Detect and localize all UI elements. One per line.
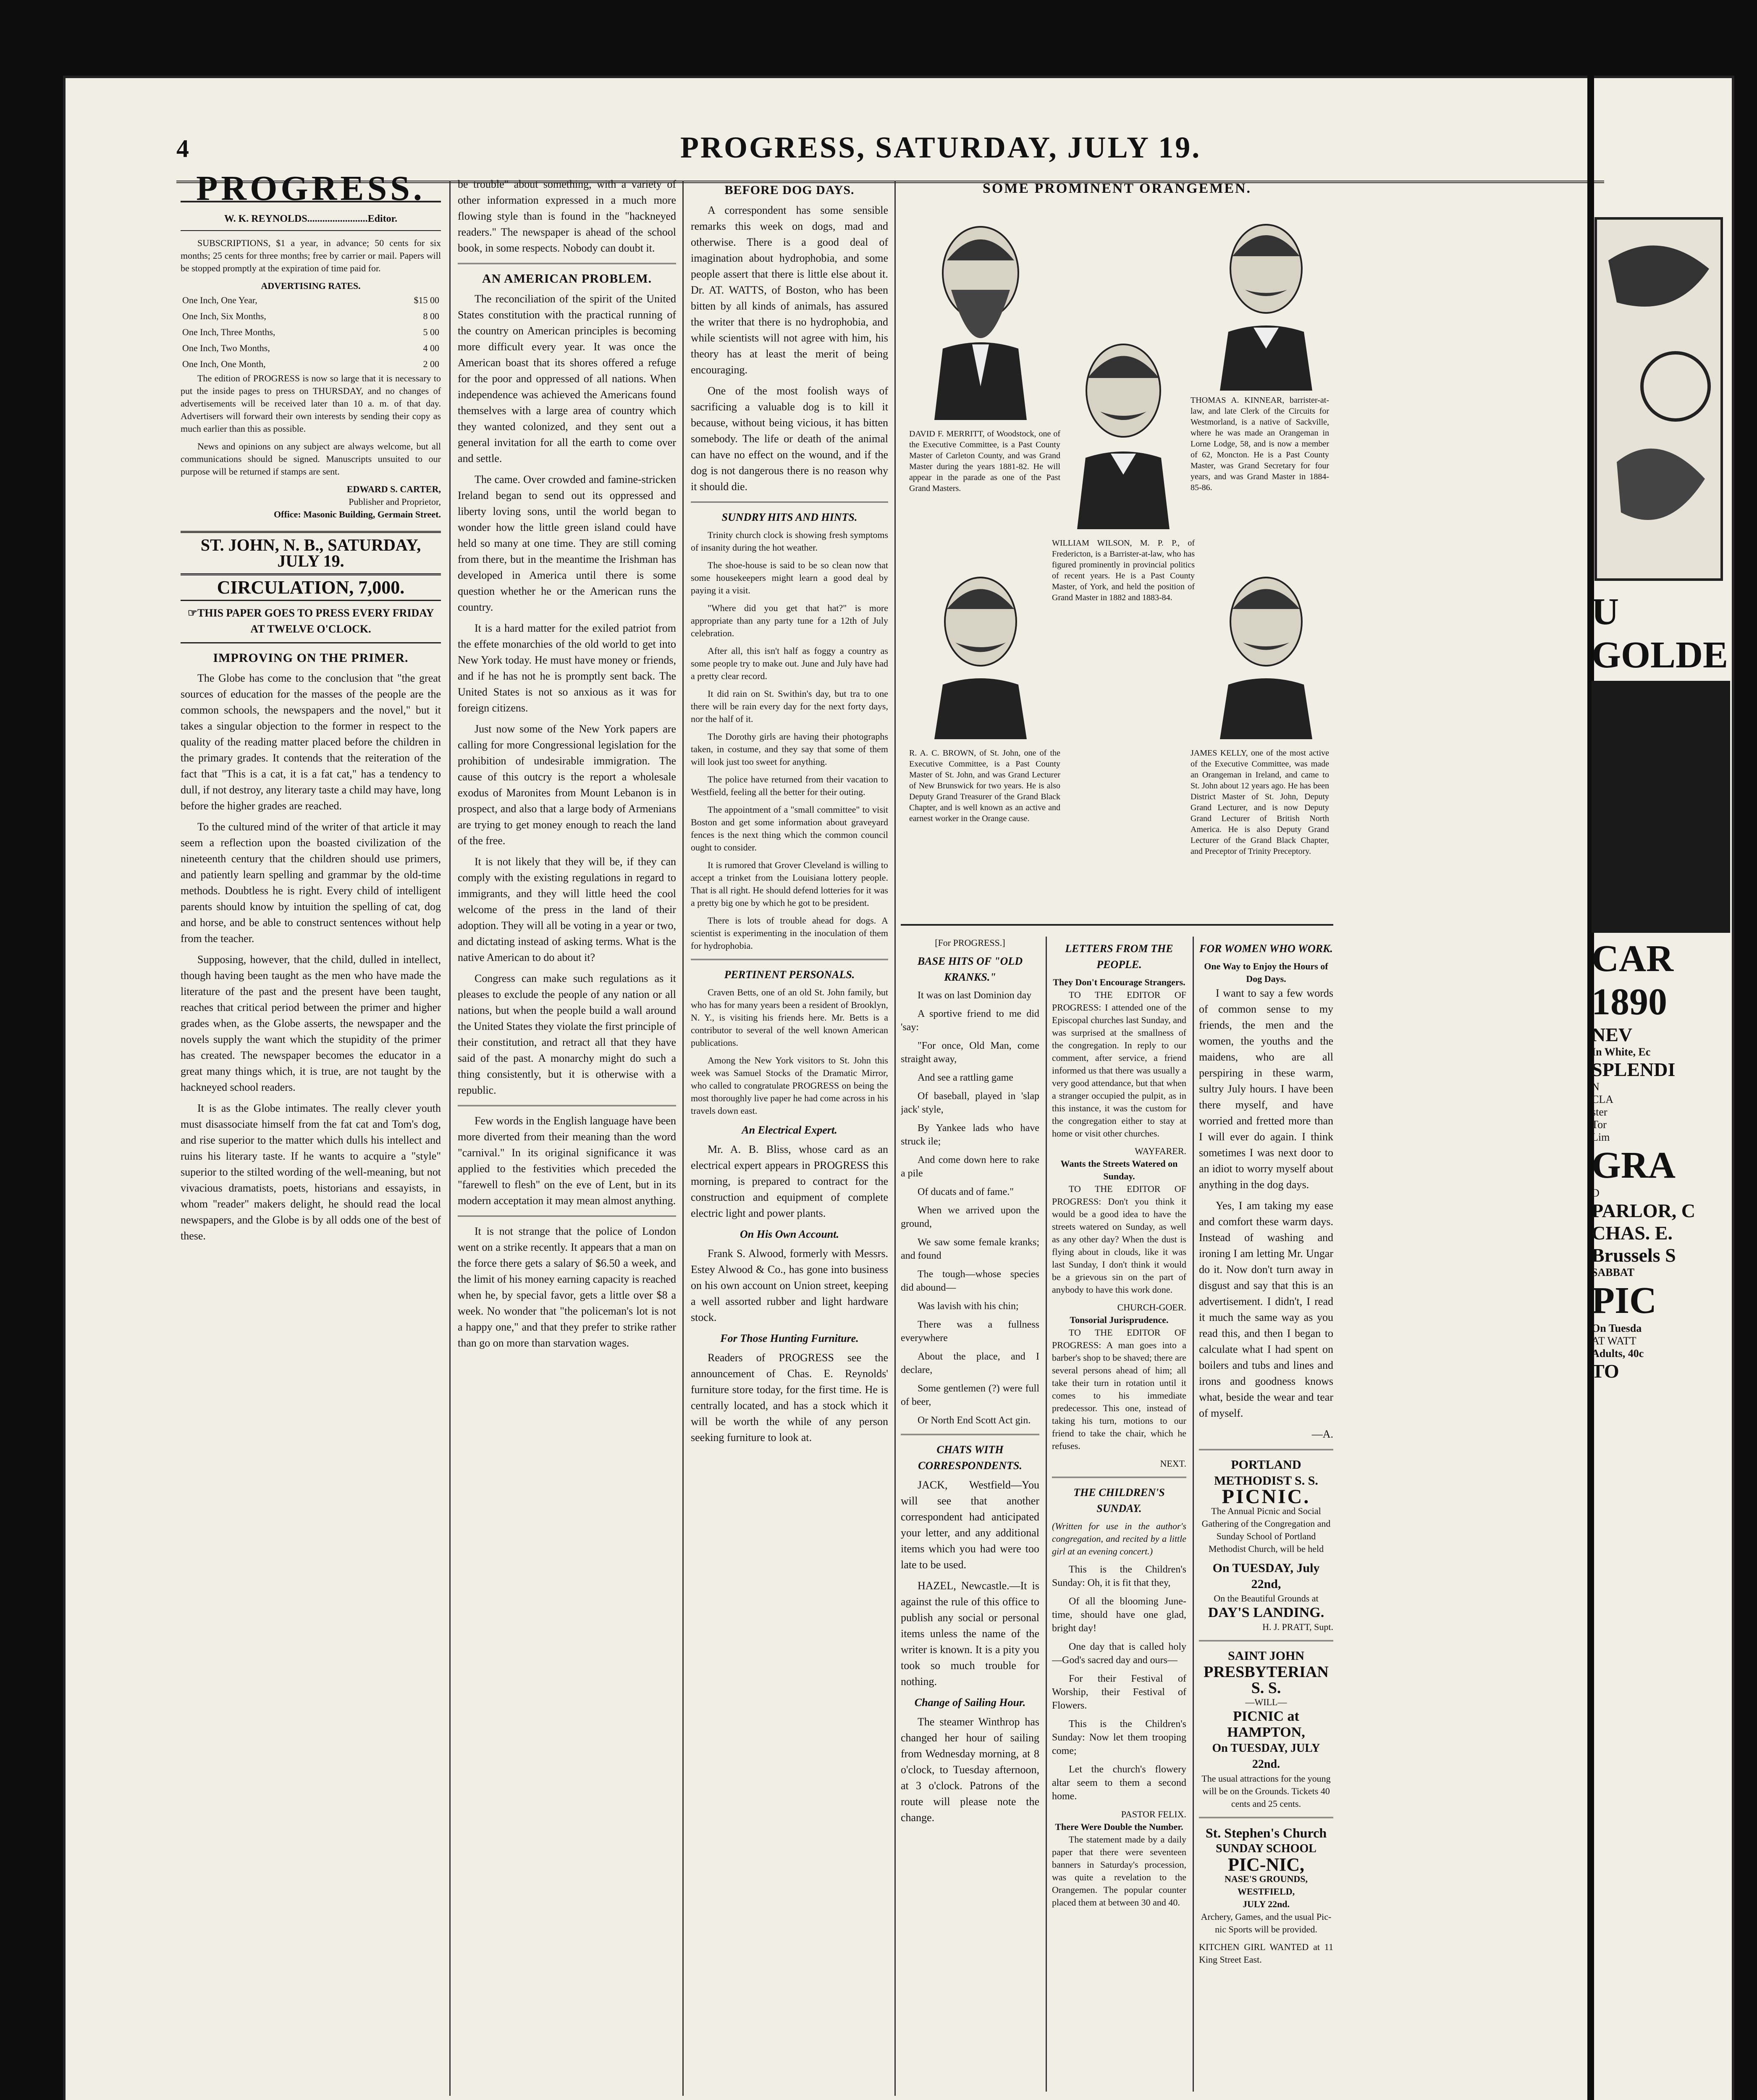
ad-text: Archery, Games, and the usual Pic-nic Sports will be provided. xyxy=(1201,1911,1332,1935)
page-number: 4 xyxy=(176,135,189,163)
letter-heading: There Were Double the Number. xyxy=(1055,1822,1183,1832)
article-paragraph: One of the most foolish ways of sacrificing a valuable dog is to kill it because, without being vicious, it has bitten somebody. The life or death of the animal can have no effect on the wound, and if the dog is not dangerous there is no reason why it should die. xyxy=(691,385,888,493)
section-divider xyxy=(458,1105,676,1106)
personal-item: Craven Betts, one of an old St. John family, but who has for many years been a resident of Brooklyn, N. Y., is visiting his friends here. Mr. Betts is a contributor to several of the well known American publications. xyxy=(691,987,888,1048)
section-divider xyxy=(901,1434,1039,1435)
article-paragraph: To the cultured mind of the writer of that article it may seem a reflection upon the boasted civilization of the nineteenth century that the children should use primers, and patiently learn spelling and grammar by the old-time methods. Doubtless he is right. Every child of intelligent parents should know by intuition the spelling of cat, dog and horse, and be able to construct sentences without help from the teacher. xyxy=(181,821,441,945)
ad-will: —WILL— xyxy=(1245,1697,1287,1707)
poem-line: It was on last Dominion day xyxy=(918,990,1032,1001)
sundry-item: It is rumored that Grover Cleveland is willing to accept a trinket from the Louisiana lottery people. That is all right. He should defend lotteries for it was a pretty big one by which he got to be president. xyxy=(691,860,888,908)
poem-line: Was lavish with his chin; xyxy=(918,1301,1019,1312)
chat-item: JACK, Westfield—You will see that another correspondent had anticipated your letter, and any additional items which you had were too late to be used. xyxy=(901,1479,1039,1571)
article-paragraph: Congress can make such regulations as it pleases to exclude the people of any nation or all nations, but when the people build a wall around the United States they violate the first principle of their constitution, and retract all that they have said of the past. A monarchy might do such a thing consistently, but it is otherwise with a republic. xyxy=(458,972,676,1096)
article-paragraph: The Globe has come to the conclusion that "the great sources of education for the masses of the people are the common schools, the newspapers and the novel," but it takes a singular objection to the former in respect to the quality of the reading matter placed before the children in the primary grades. It contends that the reiteration of the fact that "This is a cat, it is a fat cat," has a tendency to dull, if not destroy, any literary taste a child may have, long before the higher grades are reached. xyxy=(181,672,441,812)
poem-line: We saw some female kranks; and found xyxy=(901,1237,1039,1261)
article-paragraph: Readers of PROGRESS see the announcement of Chas. E. Reynolds' furniture store today, for the first time. He is centrally located, and has a stock which it will be worth the while of any person seeking furniture to look at. xyxy=(691,1352,888,1444)
column-6 xyxy=(1199,937,1333,2092)
section-divider xyxy=(1199,1449,1333,1450)
caption-wilson: WILLIAM WILSON, M. P. P., of Fredericton, is a Barrister-at-law, who has figured prominently in provincial politics of recent years. He is a Past County Master, of York, and held the position of Grand Master in 1882 and 1883-84. xyxy=(1052,538,1195,602)
strip-text: GRA xyxy=(1592,1144,1676,1186)
poem-line: This is the Children's Sunday: Now let them trooping come; xyxy=(1052,1719,1186,1756)
strip-text: In White, Ec xyxy=(1592,1046,1651,1058)
caption-kelly: JAMES KELLY, one of the most active of the Executive Committee, was made an Orangeman in Ireland, and came to St. John about 12 years ago. He has been District Master of St. John, Deputy Grand Lecturer, and is now Deputy Grand Lecturer of British North America. He is also Deputy Grand Lecturer of the Grand Black Chapter, and Preceptor of Trinity Preceptory. xyxy=(1191,748,1329,856)
poem-title: THE CHILDREN'S SUNDAY. xyxy=(1073,1486,1165,1515)
ad-place: DAY'S LANDING. xyxy=(1208,1605,1324,1620)
personal-item: Among the New York visitors to St. John this week was Samuel Stocks of the Dramatic Mirror, who called to congratulate PROGRESS on being the most thoroughly live paper he had come across in his travels down east. xyxy=(691,1055,888,1116)
portrait-brown xyxy=(918,563,1044,739)
article-paragraph: I want to say a few words of common sense to my friends, the men and the women, the youths and the maidens, who are all perspiring in these warm, sultry July hours. I have been there myself, and have worried and fretted more than I will ever do again. I think sometimes I was next door to an idiot to worry myself about anything in the dog days. xyxy=(1199,987,1333,1191)
rate-value: $15 00 xyxy=(414,295,439,305)
ad-title: SAINT JOHN xyxy=(1228,1649,1304,1663)
strip-text: Tor xyxy=(1592,1118,1607,1131)
strip-text: On Tuesda xyxy=(1592,1322,1642,1334)
column-rule xyxy=(449,181,451,2096)
page-header xyxy=(176,122,1604,183)
article-paragraph: It is not strange that the police of London went on a strike recently. It appears that a man on the force there gets a salary of $6.50 a week, and the limit of his money earning capacity is reached when he, by special favor, gets a little over $8 a week. No wonder that "the policeman's lot is not a happy one," and that they prefer to strike rather than go on more than starvation wages. xyxy=(458,1225,676,1349)
section-title: For Those Hunting Furniture. xyxy=(720,1332,859,1344)
poem-line: There was a fullness everywhere xyxy=(901,1319,1039,1344)
letter-heading: They Don't Encourage Strangers. xyxy=(1053,977,1185,987)
adjacent-page-strip xyxy=(1592,210,1730,2100)
ad-title: PORTLAND METHODIST S. S. xyxy=(1214,1458,1318,1488)
continued-text: be trouble" about something, with a variety of other information expressed in a much more flowing style than is found in the "hackneyed readers." The newspaper is ahead of the school book, in some respects. Nobody can doubt it. xyxy=(458,178,676,254)
section-title: FOR WOMEN WHO WORK. xyxy=(1199,942,1333,955)
column-rule xyxy=(894,181,896,2096)
letter-signature: NEXT. xyxy=(1160,1458,1186,1469)
section-divider xyxy=(691,501,888,503)
rate-value: 5 00 xyxy=(423,327,439,337)
poem-title: BASE HITS OF "OLD KRANKS." xyxy=(917,955,1023,983)
poem-credit: [For PROGRESS.] xyxy=(935,937,1005,948)
poem-line: When we arrived upon the ground, xyxy=(901,1205,1039,1229)
decorative-illustration xyxy=(1592,210,1726,588)
section-title: PERTINENT PERSONALS. xyxy=(724,969,855,981)
portrait-wilson xyxy=(1060,328,1186,529)
article-paragraph: Mr. A. B. Bliss, whose card as an electrical expert appears in PROGRESS this morning, is prepared to contract for the construction and equipment of complete electric light and power plants. xyxy=(691,1143,888,1219)
article-title: AN AMERICAN PROBLEM. xyxy=(482,272,652,286)
article-paragraph: It is a hard matter for the exiled patriot from the effete monarchies of the old world to get into New York today. He must have money or friends, and if he has not he is promptly sent back. The United States is not so anxious as it was for foreign citizens. xyxy=(458,622,676,714)
strip-text: NEV xyxy=(1592,1024,1633,1045)
article-paragraph: Supposing, however, that the child, dulled in intellect, though having been taught as the men who have made the literature of the past and the present have been taught, reaches that critical period between the primer and higher grades when, as the Globe asserts, the newspaper and the novels supply the want which the stupidity of the primer has created. The newspaper becomes the educator in a great many things which, it is true, are not taught by the hackneyed school readers. xyxy=(181,953,441,1093)
strip-text: N xyxy=(1592,1081,1600,1093)
strip-text: CLA xyxy=(1592,1093,1613,1105)
strip-text: GOLDE xyxy=(1592,634,1728,676)
strip-text: CHAS. E. xyxy=(1592,1222,1673,1244)
office: Office: Masonic Building, Germain Street. xyxy=(274,509,441,520)
poem-line: Of ducats and of fame." xyxy=(918,1186,1014,1197)
ad-headline: PIC-NIC, xyxy=(1227,1854,1305,1875)
poem-line: And see a rattling game xyxy=(918,1072,1013,1083)
rate-label: One Inch, Six Months, xyxy=(182,311,266,321)
rate-row xyxy=(181,356,441,372)
subscriptions: SUBSCRIPTIONS, $1 a year, in advance; 50 cents for six months; 25 cents for three months; free by carrier or mail. Papers will be stopped promptly at the expiration of time paid for. xyxy=(181,238,441,273)
sundry-item: The shoe-house is said to be so clean now that some housekeepers might learn a good deal by paying it a visit. xyxy=(691,560,888,596)
rate-value: 4 00 xyxy=(423,343,439,353)
poem-line: Of baseball, played in 'slap jack' style, xyxy=(901,1091,1039,1115)
column-rule xyxy=(682,181,684,2096)
rate-label: One Inch, One Month, xyxy=(182,359,266,369)
portrait-kinnear xyxy=(1203,210,1329,391)
article-signature: —A. xyxy=(1311,1428,1333,1440)
article-paragraph: Yes, I am taking my ease and comfort these warm days. Instead of washing and ironing I am letting Mr. Ungar do it. Now don't turn away in disgust and say that this is an advertisement. I didn't, I read it much the same way as you read this, and then I began to calculate what I had spent on boilers and tubs and lines and irons and goodness knows what, beside the wear and tear of myself. xyxy=(1199,1200,1333,1419)
article-paragraph: The came. Over crowded and famine-stricken Ireland began to send out its oppressed and liberty loving sons, until the world began to wonder how the little green island could have held so many at one time. They are still coming from there, but in the meantime the Irishman has developed in America until there is some question whether he or the American runs the country. xyxy=(458,473,676,613)
strip-text: PIC xyxy=(1592,1280,1657,1321)
strip-text: 1890 xyxy=(1592,981,1667,1023)
ad-text: The usual attractions for the young will be on the Grounds. Tickets 40 cents and 25 cents. xyxy=(1201,1773,1331,1809)
column-5 xyxy=(1052,937,1186,2092)
strip-text: AT WATT xyxy=(1592,1335,1636,1347)
caption-kinnear: THOMAS A. KINNEAR, barrister-at-law, and late Clerk of the Circuits for Westmorland, is a native of Sackville, where he was made an Orangeman in Lorne Lodge, 58, and is now a member of 62, Moncton. He is a Past County Master, was Grand Secretary for four years, and was Grand Master in 1884-85-86. xyxy=(1191,396,1329,492)
sundry-item: The appointment of a "small committee" to visit Boston and get some information about graveyard fences is the next thing which the common council ought to consider. xyxy=(691,804,888,853)
rates-title: ADVERTISING RATES. xyxy=(261,281,361,291)
portrait-kelly xyxy=(1203,563,1329,739)
article-paragraph: The reconciliation of the spirit of the United States constitution with the practical running of the country on American principles is becoming more difficult every year. It was once the American boast that its shores offered a refuge for the poor and oppressed of all nations. When independence was achieved the Americans found themselves with a large area of country which they wanted colonized, and they sent out a general invitation for all the earth to come over and settle. xyxy=(458,293,676,465)
ad-title: St. Stephen's Church xyxy=(1205,1825,1327,1840)
ad-place: NASE'S GROUNDS, WESTFIELD, xyxy=(1224,1874,1308,1897)
sundry-item: It did rain on St. Swithin's day, but tra to one there will be rain every day for the next forty days, nor the half of it. xyxy=(691,688,888,724)
portraits-block xyxy=(901,176,1333,926)
article-paragraph: It is not likely that they will be, if they can comply with the existing regulations in regard to immigrants, and they will little heed the cool welcome of the press in the land of their adoption. They will all be voting in a year or two, and dictating instead of asking terms. What is the native American to do about it? xyxy=(458,856,676,963)
column-2 xyxy=(458,176,676,2092)
article-paragraph: Frank S. Alwood, formerly with Messrs. Estey Alwood & Co., has gone into business on his own account on Union street, keeping a well assorted rubber and light hardware stock. xyxy=(691,1247,888,1323)
poem-line: For their Festival of Worship, their Festival of Flowers. xyxy=(1052,1673,1186,1711)
rate-label: One Inch, Three Months, xyxy=(182,327,275,337)
section-divider xyxy=(1199,1640,1333,1641)
poem-line: One day that is called holy—God's sacred day and ours— xyxy=(1052,1641,1186,1666)
article-paragraph: Few words in the English language have been more diverted from their meaning than the word "carnival." In its original significance it was applied to the festivities which preceded the "farewell to flesh" on the eve of Lent, but in its modern acceptation it may mean almost anything. xyxy=(458,1115,676,1207)
strip-text: ster xyxy=(1592,1106,1608,1118)
sundry-item: The Dorothy girls are having their photographs taken, in costume, and they say that some of them will look just too sweet for anything. xyxy=(691,731,888,767)
poem-line: "For once, Old Man, come straight away, xyxy=(901,1040,1039,1065)
strip-text: Lim xyxy=(1592,1131,1610,1143)
letter-text: TO THE EDITOR OF PROGRESS: A man goes into a barber's shop to be shaved; there are several persons ahead of him; all take their turn in rotation until it comes to his immediate predecessor. This one, instead of taking his turn, motions to our friend to take the chair, which he refuses. xyxy=(1052,1327,1186,1451)
letter-text: The statement made by a daily paper that there were seventeen banners in Saturday's procession, was quite a revelation to the Orangemen. The popular counter placed them at between 30 and 40. xyxy=(1052,1834,1186,1908)
sundry-item: The police have returned from their vacation to Westfield, feeling all the better for their outing. xyxy=(691,774,888,797)
rate-label: One Inch, One Year, xyxy=(182,295,257,305)
ad-date: On TUESDAY, July 22nd, xyxy=(1212,1561,1320,1591)
poem-line: By Yankee lads who have struck ile; xyxy=(901,1123,1039,1147)
caption-merritt: DAVID F. MERRITT, of Woodstock, one of the Executive Committee, is a Past County Master of Carleton County, and was Grand Master during the years 1881-82. He will appear in the parade as one of the Past Grand Masters. xyxy=(909,429,1060,493)
letter-text: TO THE EDITOR OF PROGRESS: I attended one of the Episcopal churches last Sunday, and was surprised at the smallness of the congregation. In reply to our comment, after service, a friend informed us that there was usually a very good attendance, but that when a stranger occupied the pulpit, as in this instance, it was the custom for the congregation either to stay at home or visit other churches. xyxy=(1052,990,1186,1139)
ad-headline: PRESBYTERIAN S. S. xyxy=(1204,1663,1329,1697)
rate-row xyxy=(181,324,441,340)
poem-line: This is the Children's Sunday: Oh, it is fit that they, xyxy=(1052,1564,1186,1588)
circulation: CIRCULATION, 7,000. xyxy=(181,580,441,601)
section-divider xyxy=(458,1215,676,1217)
section-divider xyxy=(1052,1477,1186,1478)
rate-value: 8 00 xyxy=(423,311,439,321)
section-title: CHATS WITH CORRESPONDENTS. xyxy=(918,1444,1022,1472)
article-paragraph: It is as the Globe intimates. The really clever youth must disassociate himself from the fat cat and Tom's dog, and rise superior to the matter which dulls his intellect and ruins his literary taste. If he wants to acquire a "style" superior to the stilted wording of the well-meaning, but not vivacious dramatists, poets, historians and essayists, in whom "reader" makers delight, he should read the local newspapers, and the Globe is by all odds one of the best of these. xyxy=(181,1102,441,1242)
rates-table xyxy=(181,292,441,372)
poem-line: A sportive friend to me did 'say: xyxy=(901,1008,1039,1033)
article-title: BEFORE DOG DAYS. xyxy=(724,183,855,197)
rate-row xyxy=(181,340,441,356)
article-paragraph: A correspondent has some sensible remarks this week on dogs, mad and otherwise. There is a good deal of imagination about hydrophobia, and some people assert that there is little else about it. Dr. AT. WATTS, of Boston, who has been bitten by all kinds of animals, has assured the writer that there is no hydrophobia, and while scientists will not agree with him, his theory has at least the merit of being encouraging. xyxy=(691,204,888,376)
poem-intro: (Written for use in the author's congregation, and recited by a little girl at an evening concert.) xyxy=(1052,1521,1186,1557)
strip-text: TO xyxy=(1592,1360,1619,1382)
section-title: LETTERS FROM THE PEOPLE. xyxy=(1065,942,1173,971)
column-rule xyxy=(1046,937,1047,2092)
ad-subheadline: PICNIC at HAMPTON, xyxy=(1227,1709,1305,1740)
rate-label: One Inch, Two Months, xyxy=(182,343,270,353)
poem-line: Some gentlemen (?) were full of beer, xyxy=(901,1383,1039,1407)
chat-item: HAZEL, Newcastle.—It is against the rule of this office to publish any social or personal items unless the name of the writer is known. It is a pity you took so much trouble for nothing. xyxy=(901,1580,1039,1688)
ad-place-sub: On the Beautiful Grounds at xyxy=(1214,1593,1319,1604)
dark-ad-block xyxy=(1592,681,1730,933)
ad-headline: PICNIC. xyxy=(1222,1486,1311,1508)
ad-date: JULY 22nd. xyxy=(1242,1899,1290,1909)
ad-date: On TUESDAY, JULY 22nd. xyxy=(1212,1742,1320,1771)
sundry-item: There is lots of trouble ahead for dogs. A scientist is experimenting in the inoculation of them for hydrophobia. xyxy=(691,915,888,951)
article-paragraph: Just now some of the New York papers are calling for more Congressional legislation for the prohibition of undesirable immigration. The cause of this outcry is the report a wholesale exodus of Maronites from Mount Lebanon is in prospect, and also that a large body of Armenians are trying to get money enough to reach the land of the free. xyxy=(458,723,676,847)
rate-row xyxy=(181,308,441,324)
editor-line: W. K. REYNOLDS........................Editor. xyxy=(181,211,441,231)
page-title: PROGRESS, SATURDAY, JULY 19. xyxy=(680,131,1201,164)
strip-text: D xyxy=(1592,1187,1600,1199)
strip-text: CAR xyxy=(1592,938,1673,979)
publisher-role: Publisher and Proprietor, xyxy=(349,496,441,507)
letter-signature: CHURCH-GOER. xyxy=(1117,1302,1186,1312)
edition-note: The edition of PROGRESS is now so large that it is necessary to put the inside pages to press on THURSDAY, and no changes of advertisements will be received later than 10 a. m. of that day. Advertisers will forward their own interests by sending their copy as much earlier than this as possible. xyxy=(181,373,441,434)
ad-signature: H. J. PRATT, Supt. xyxy=(1262,1622,1333,1632)
column-rule xyxy=(1193,937,1194,2092)
sundry-item: After all, this isn't half as foggy a country as some people try to make out. June and July have had a pretty clear record. xyxy=(691,646,888,681)
caption-brown: R. A. C. BROWN, of St. John, one of the Executive Committee, is a Past County Master of St. John, and was Grand Lecturer of New Brunswick for two years. He is also Deputy Grand Treasurer of the Grand Black Chapter, and is well known as an active and earnest worker in the Orange cause. xyxy=(909,748,1060,823)
section-divider xyxy=(691,959,888,960)
strip-text: Adults, 40c xyxy=(1592,1347,1644,1360)
article-title: IMPROVING ON THE PRIMER. xyxy=(213,651,409,665)
column-4 xyxy=(901,937,1039,2092)
poem-line: And come down here to rake a pile xyxy=(901,1155,1039,1179)
poem-line: Of all the blooming June-time, should have one glad, bright day! xyxy=(1052,1596,1186,1634)
letter-heading: Wants the Streets Watered on Sunday. xyxy=(1060,1158,1178,1181)
letter-text: TO THE EDITOR OF PROGRESS: Don't you think it would be a good idea to have the streets watered on Sunday, as well as any other day? When the dust is flying about in clouds, like it was last Sunday, I don't think it would be a grievous sin on the part of anybody to have this work done. xyxy=(1052,1184,1186,1295)
column-1 xyxy=(181,176,441,2092)
strip-text: PARLOR, C xyxy=(1592,1200,1696,1221)
section-title: Change of Sailing Hour. xyxy=(914,1696,1026,1709)
press-notice: ☞THIS PAPER GOES TO PRESS EVERY FRIDAY AT TWELVE O'CLOCK. xyxy=(181,605,441,643)
publisher: EDWARD S. CARTER, xyxy=(346,484,441,494)
classified-ad: KITCHEN GIRL WANTED at 11 King Street East. xyxy=(1199,1942,1333,1965)
ad-text: The Annual Picnic and Social Gathering of the Congregation and Sunday School of Portland Methodist Church, will be held xyxy=(1201,1506,1331,1554)
letter-heading: Tonsorial Jurisprudence. xyxy=(1070,1315,1169,1325)
strip-text: SABBAT xyxy=(1592,1266,1635,1278)
column-3 xyxy=(691,176,888,2092)
poem-line: The tough—whose species did abound— xyxy=(901,1269,1039,1293)
poem-line: Or North End Scott Act gin. xyxy=(918,1415,1031,1426)
rate-row xyxy=(181,292,441,308)
portraits-heading: SOME PROMINENT ORANGEMEN. xyxy=(982,181,1252,196)
section-title: An Electrical Expert. xyxy=(742,1124,837,1136)
portrait-merritt xyxy=(918,210,1044,420)
poem-line: Let the church's flowery altar seem to them a second home. xyxy=(1052,1764,1186,1802)
ad-subtitle: SUNDAY SCHOOL xyxy=(1216,1842,1316,1855)
strip-text: SPLENDI xyxy=(1592,1059,1676,1080)
section-title: SUNDRY HITS AND HINTS. xyxy=(721,511,858,523)
sundry-item: Trinity church clock is showing fresh symptoms of insanity during the hot weather. xyxy=(691,530,888,553)
section-title: On His Own Account. xyxy=(740,1228,839,1240)
article-paragraph: The steamer Winthrop has changed her hour of sailing from Wednesday morning, at 8 o'clock, to Tuesday afternoon, at 3 o'clock. Patrons of the route will please note the change. xyxy=(901,1716,1039,1824)
sundry-item: "Where did you get that hat?" is more appropriate than any party tune for a 12th of July celebration. xyxy=(691,603,888,638)
poem-line: About the place, and I declare, xyxy=(901,1351,1039,1376)
masthead: PROGRESS. xyxy=(181,181,441,202)
section-divider xyxy=(458,263,676,264)
strip-text: Brussels S xyxy=(1592,1244,1676,1266)
strip-text: U xyxy=(1592,591,1619,633)
poem-signature: PASTOR FELIX. xyxy=(1121,1809,1186,1819)
letter-signature: WAYFARER. xyxy=(1135,1146,1186,1156)
news-note: News and opinions on any subject are always welcome, but all communications should be signed. Manuscripts unsuited to our purpose will be returned if stamps are sent. xyxy=(181,441,441,477)
dateline: ST. JOHN, N. B., SATURDAY, JULY 19. xyxy=(181,531,441,575)
rate-value: 2 00 xyxy=(423,359,439,369)
section-divider xyxy=(1199,1817,1333,1818)
section-subtitle: One Way to Enjoy the Hours of Dog Days. xyxy=(1204,961,1328,984)
